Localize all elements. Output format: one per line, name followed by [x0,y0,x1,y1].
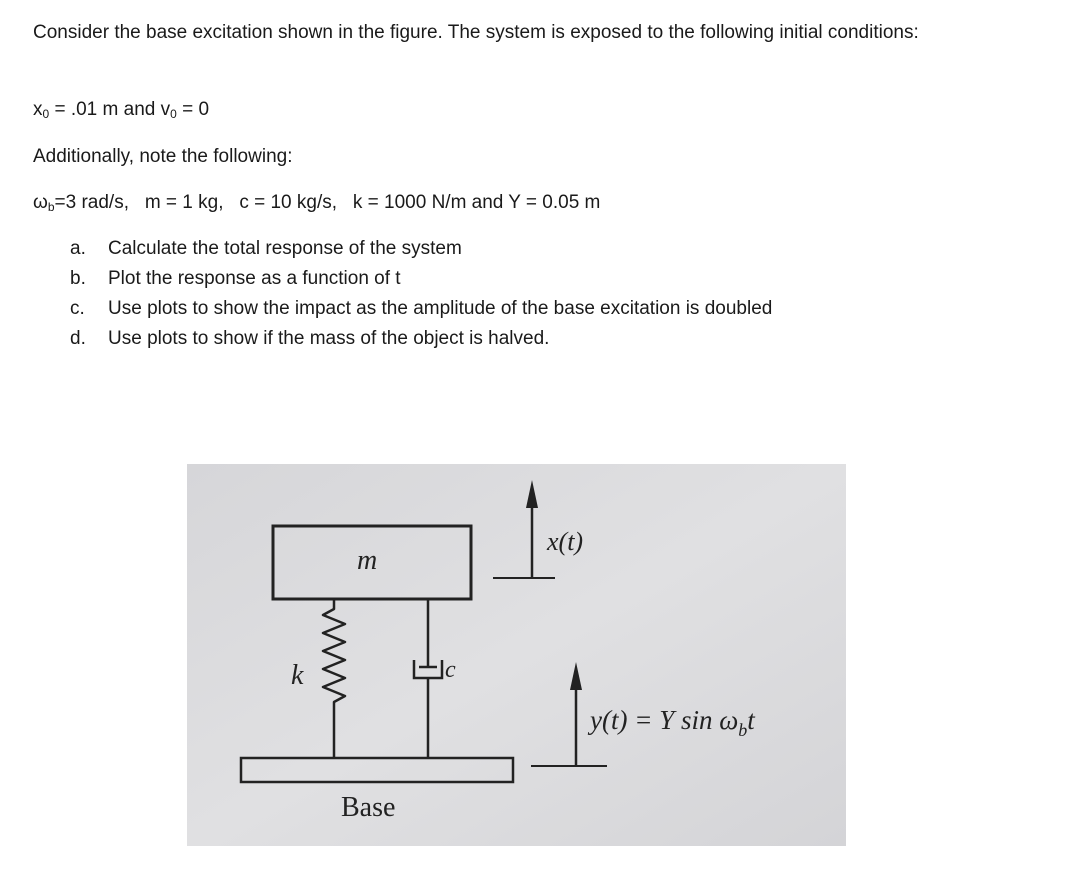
photo-background [187,464,846,846]
task-marker: c. [70,298,85,319]
figure-svg [187,464,846,846]
problem-intro: Consider the base excitation shown in the figure. The system is exposed to the following initial conditions: [33,22,919,43]
base-motion-subscript: b [738,720,748,740]
x-displacement-label: x(t) [547,527,584,556]
omega-symbol: ω [33,192,48,213]
base-motion-equation: y(t) = Y sin ω [590,705,739,735]
additional-note: Additionally, note the following: [33,146,293,167]
task-item [70,264,772,294]
x0-subscript: 0 [42,107,50,121]
v0-value: = 0 [176,99,210,120]
task-text: Calculate the total response of the system [108,238,462,259]
spring-label: k [291,660,304,691]
task-list [70,234,772,354]
x0-value: = .01 m and [49,99,161,120]
task-item [70,234,772,264]
mass-label: m [357,545,378,576]
task-item [70,294,772,324]
task-text: Use plots to show the impact as the amplitude of the base excitation is doubled [108,298,773,319]
initial-conditions [33,95,209,129]
parameters-values: =3 rad/s, m = 1 kg, c = 10 kg/s, k = 1000 N/m and Y = 0.05 m [54,192,601,213]
base-motion-time: t [747,705,755,735]
base-motion-label [587,705,756,740]
x0-symbol: x [33,99,43,120]
base-excitation-figure [187,464,846,846]
omega-subscript: b [47,200,55,214]
base-label: Base [341,792,396,823]
damper-label: c [445,657,456,683]
task-text: Plot the response as a function of t [108,268,401,289]
task-text: Use plots to show if the mass of the object is halved. [108,328,550,349]
task-marker: d. [70,328,86,349]
parameters-line [33,188,600,222]
v0-symbol: v [160,99,171,120]
task-marker: a. [70,238,86,259]
task-item [70,324,772,354]
v0-subscript: 0 [170,107,177,121]
task-marker: b. [70,268,86,289]
